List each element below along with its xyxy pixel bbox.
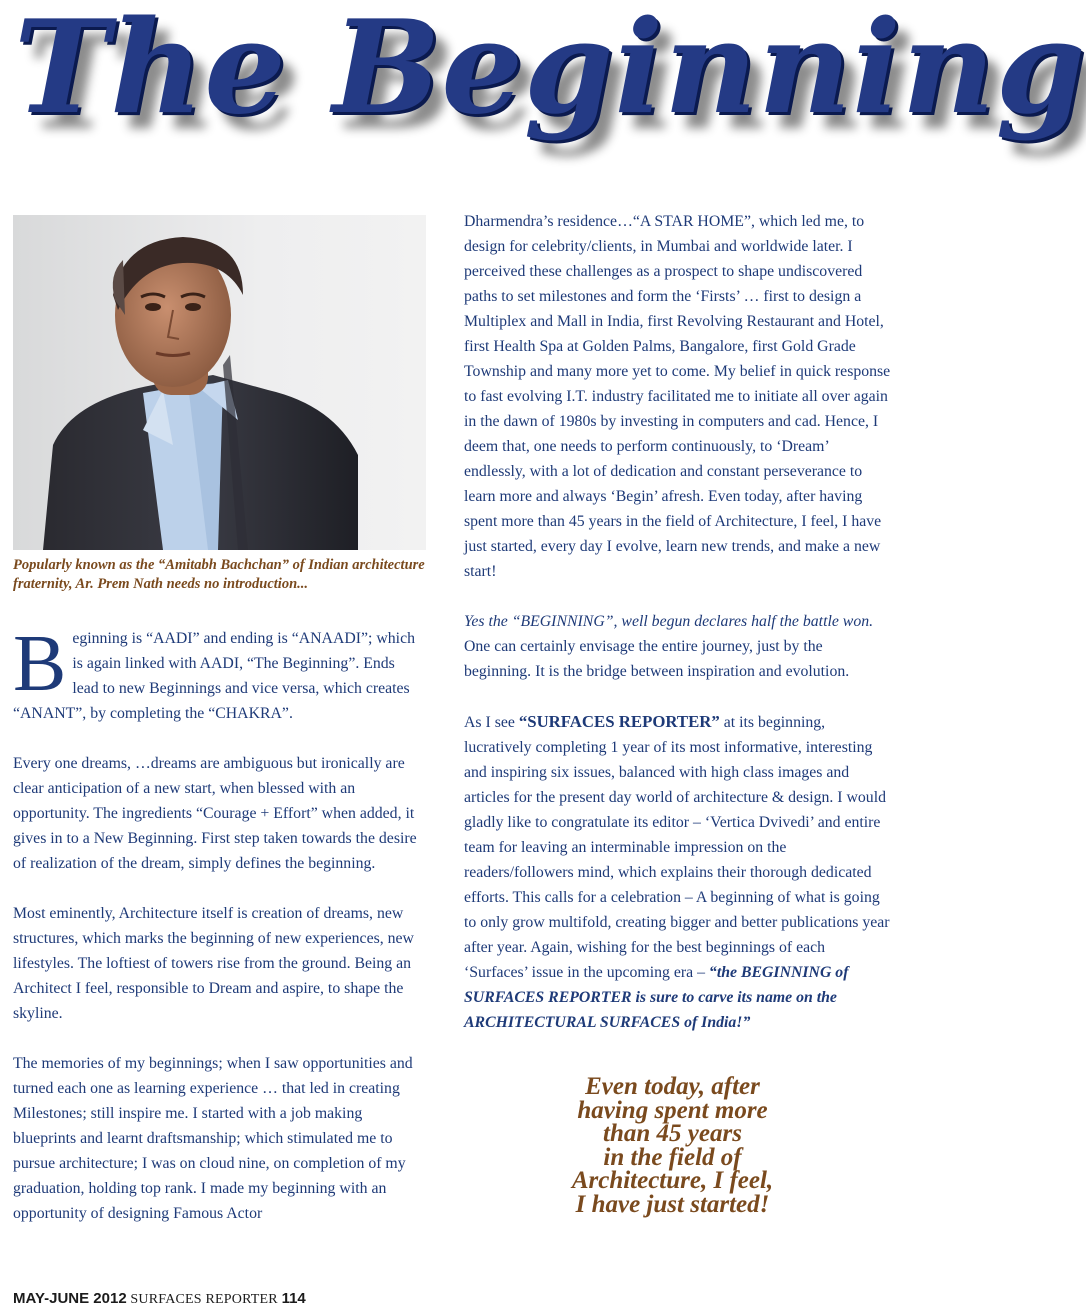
portrait-photo	[13, 215, 426, 550]
page-number: 114	[281, 1290, 306, 1307]
pull-quote-line: than 45 years	[603, 1120, 742, 1147]
photo-caption: Popularly known as the “Amitabh Bachchan” of Indian architecture fraternity, Ar. Prem Nath needs no introduction...	[13, 557, 425, 592]
paragraph-memories: The memories of my beginnings; when I saw opportunities and turned each one as learning experience … that led in creating Milestones; still inspire me. I started with a job making blueprints and learnt draftsmanship; which stimulated me to pursue architecture; I was on cloud nine, on completion of my graduation, holding top rank. I made my beginning with an opportunity of designing Famous Actor	[13, 1055, 413, 1222]
paragraph-star-home: Dharmendra’s residence…“A STAR HOME”, which led me, to design for celebrity/clients, in Mumbai and worldwide later. I perceived these challenges as a prospect to shape undiscovered paths to set milestones and form the ‘Firsts’ … first to design a Multiplex and Mall in India, first Revolving Restaurant and Hotel, first Health Spa at Golden Palms, Bangalore, first Gold Grade Township and many more yet to come. My belief in quick response to fast evolving I.T. industry facilitated me to initiate all over again in the dawn of 1980s by investing in computers and cad. Hence, I deem that, one needs to perform continuously, to ‘Dream’ endlessly, with a lot of dedication and constant perseverance to learn more and always ‘Begin’ afresh. Even today, after having spent more than 45 years in the field of Architecture, I feel, I have just started, every day I evolve, learn new trends, and make a new start!	[464, 213, 891, 580]
pull-quote-line: in the field of	[603, 1143, 742, 1171]
well-begun-rest: One can certainly envisage the entire journey, just by the beginning. It is the bridge between inspiration and evolution.	[464, 638, 850, 680]
right-column	[464, 209, 892, 1060]
pull-quote	[545, 1075, 800, 1216]
drop-cap: B	[13, 620, 67, 708]
paragraph-dreams: Every one dreams, …dreams are ambiguous but ironically are clear anticipation of a new start, when blessed with an opportunity. The ingredients “Courage + Effort” when added, it gives in to a New Beginning. First step taken towards the desire of realization of the dream, simply defines the beginning.	[13, 755, 417, 872]
portrait-illustration	[13, 215, 426, 550]
pull-quote-line: having spent more	[577, 1096, 768, 1124]
paragraph-well-begun	[464, 609, 892, 684]
left-column	[13, 620, 425, 1251]
pull-quote-line: Architecture, I feel,	[571, 1167, 774, 1194]
paragraph-intro	[13, 620, 425, 726]
paragraph-intro-text: eginning is “AADI” and ending is “ANAADI”; which is again linked with AADI, “The Beginning”. Ends lead to new Beginnings and vice versa, which creates “ANANT”, by completing the “CHAKRA”.	[13, 630, 415, 722]
paragraph-architecture: Most eminently, Architecture itself is creation of dreams, new structures, which marks the beginning of new experiences, new lifestyles. The loftiest of towers rise from the ground. Being an Architect I feel, responsible to Dream and aspire, to shape the skyline.	[13, 905, 414, 1022]
surfaces-start: As I see	[464, 714, 519, 731]
issue-date: MAY-JUNE 2012	[13, 1290, 127, 1307]
pull-quote-line: Even today, after	[585, 1073, 760, 1100]
well-begun-quote: Yes the “BEGINNING”, well begun declares half the battle won.	[464, 613, 874, 630]
surfaces-reporter-name: “SURFACES REPORTER”	[518, 712, 720, 731]
surfaces-middle: at its beginning, lucratively completing 1 year of its most informative, interesting and inspiring six issues, balanced with high class images and articles for the present day world of architecture & design. I would gladly like to congratulate its editor – ‘Vertica Dvivedi’ and entire team for leaving an interminable impression on the readers/followers mind, which explains their thorough dedicated efforts. This calls for a celebration – A beginning of what is going to only grow multifold, creating bigger and better publications year after year. Again, wishing for the best beginnings of each ‘Surfaces’ issue in the upcoming era –	[464, 714, 890, 981]
pull-quote-line: I have just started!	[575, 1190, 770, 1218]
paragraph-surfaces-reporter	[464, 709, 892, 1035]
magazine-name: SURFACES REPORTER	[130, 1292, 278, 1307]
surfaces-closing-quote: “the BEGINNING of SURFACES REPORTER is sure to carve its name on the ARCHITECTURAL SURFACES of India!”	[464, 964, 849, 1031]
page-footer	[13, 1290, 306, 1308]
page-title: The Beginning	[14, 0, 1086, 143]
